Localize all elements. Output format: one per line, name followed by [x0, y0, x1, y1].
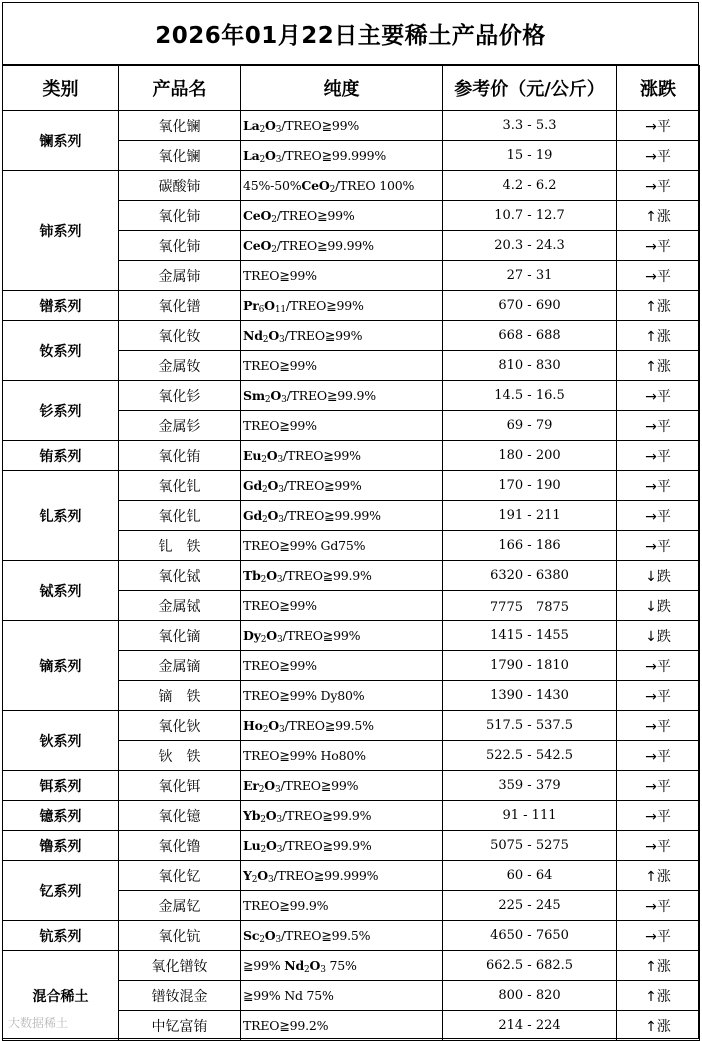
category-cell: 钆系列 — [3, 471, 119, 561]
purity-text: /TREO≧99.9% — [286, 388, 376, 403]
price-cell: 10.7 - 12.7 — [443, 201, 617, 231]
price-cell: 69 - 79 — [443, 411, 617, 441]
trend-cell: →平 — [617, 531, 700, 561]
trend-cell: →平 — [617, 171, 700, 201]
product-cell: 氧化镧 — [119, 111, 241, 141]
purity-subscript: 3 — [275, 155, 282, 165]
trend-cell: →平 — [617, 441, 700, 471]
purity-cell — [241, 981, 443, 1011]
purity-text: /TREO≧99% — [280, 778, 359, 793]
purity-text: 75% — [325, 958, 357, 973]
product-cell: 氧化铈 — [119, 231, 241, 261]
purity-subscript: 2 — [259, 155, 266, 165]
table-row — [3, 831, 700, 861]
purity-text: O — [267, 508, 279, 523]
purity-cell — [241, 831, 443, 861]
product-cell: 金属铽 — [119, 591, 241, 621]
price-cell: 1415 - 1455 — [443, 621, 617, 651]
price-table — [2, 65, 700, 1041]
purity-cell — [241, 381, 443, 411]
product-cell: 氧化铕 — [119, 441, 241, 471]
purity-subscript: 3 — [275, 935, 282, 945]
table-row — [3, 951, 700, 981]
price-cell: 15 - 19 — [443, 141, 617, 171]
purity-text: TREO≧99% Dy80% — [243, 688, 365, 703]
category-cell: 铒系列 — [3, 771, 119, 801]
purity-subscript: 3 — [276, 635, 283, 645]
header-trend: 涨跌 — [617, 66, 700, 111]
purity-text: Dy — [243, 628, 261, 643]
purity-subscript: 3 — [279, 335, 285, 345]
purity-cell — [241, 291, 443, 321]
purity-text: Lu — [243, 838, 261, 853]
header-price: 参考价（元/公斤） — [443, 66, 617, 111]
price-cell: 800 - 820 — [443, 981, 617, 1011]
table-row — [3, 381, 700, 411]
purity-text: /TREO≧99.99% — [283, 508, 381, 523]
category-cell: 钪系列 — [3, 921, 119, 951]
trend-cell: ↓跌 — [617, 621, 700, 651]
product-cell: 氧化镝 — [119, 621, 241, 651]
purity-text: O — [266, 448, 278, 463]
purity-cell — [241, 681, 443, 711]
purity-cell — [241, 351, 443, 381]
category-cell: 镥系列 — [3, 831, 119, 861]
purity-subscript: 2 — [329, 185, 336, 195]
price-cell: 810 - 830 — [443, 351, 617, 381]
category-cell: 铕系列 — [3, 441, 119, 471]
trend-cell: ↑涨 — [617, 981, 700, 1011]
category-cell: 钕系列 — [3, 321, 119, 381]
purity-text: O — [270, 388, 282, 403]
product-cell: 金属镝 — [119, 651, 241, 681]
price-cell: 91 - 111 — [443, 801, 617, 831]
purity-text: /TREO≧99.9% — [282, 808, 372, 823]
purity-text: O — [268, 328, 280, 343]
purity-text: Tb — [243, 568, 261, 583]
category-cell: 镱系列 — [3, 801, 119, 831]
price-cell: 668 - 688 — [443, 321, 617, 351]
product-cell: 氧化镧 — [119, 141, 241, 171]
purity-cell — [241, 501, 443, 531]
trend-cell: →平 — [617, 381, 700, 411]
trend-cell: →平 — [617, 471, 700, 501]
trend-cell: →平 — [617, 801, 700, 831]
purity-subscript: 2 — [260, 635, 267, 645]
category-cell: 铈系列 — [3, 171, 119, 291]
table-row — [3, 861, 700, 891]
purity-text: Nd — [284, 958, 305, 973]
trend-cell: →平 — [617, 231, 700, 261]
trend-cell: ↑涨 — [617, 321, 700, 351]
product-cell: 金属钕 — [119, 351, 241, 381]
purity-text: La — [243, 148, 260, 163]
purity-text: /TREO≧99.999% — [273, 868, 379, 883]
product-cell: 镝 铁 — [119, 681, 241, 711]
purity-cell — [241, 321, 443, 351]
trend-cell: ↑涨 — [617, 861, 700, 891]
purity-subscript: 2 — [258, 785, 265, 795]
purity-text: Sm — [243, 388, 265, 403]
purity-subscript: 2 — [262, 515, 268, 525]
purity-cell — [241, 891, 443, 921]
price-cell: 14.5 - 16.5 — [443, 381, 617, 411]
purity-text: CeO — [243, 238, 272, 253]
price-cell: 7775 7875 — [443, 591, 617, 621]
product-cell: 氧化铽 — [119, 561, 241, 591]
category-cell: 镝系列 — [3, 621, 119, 711]
purity-text: TREO≧99% — [243, 268, 317, 283]
purity-text: 45%-50% — [243, 178, 302, 193]
purity-subscript: 3 — [274, 785, 281, 795]
trend-cell: →平 — [617, 681, 700, 711]
trend-cell: →平 — [617, 831, 700, 861]
trend-cell: ↑涨 — [617, 291, 700, 321]
purity-text: O — [265, 148, 276, 163]
purity-subscript: 2 — [262, 725, 269, 735]
purity-text: /TREO≧99% — [282, 448, 361, 463]
price-cell: 4650 - 7650 — [443, 921, 617, 951]
purity-cell — [241, 771, 443, 801]
purity-subscript: 3 — [278, 515, 284, 525]
purity-text: O — [264, 778, 275, 793]
purity-subscript: 3 — [276, 815, 283, 825]
product-cell: 氧化镱 — [119, 801, 241, 831]
table-row — [3, 921, 700, 951]
purity-text: /TREO≧99% — [283, 478, 362, 493]
purity-text: /TREO≧99% — [276, 208, 355, 223]
purity-text: TREO≧99% Ho80% — [243, 748, 366, 763]
purity-cell — [241, 441, 443, 471]
price-cell: 191 - 211 — [443, 501, 617, 531]
purity-cell — [241, 651, 443, 681]
product-cell: 碳酸铈 — [119, 171, 241, 201]
purity-subscript: 2 — [304, 965, 310, 975]
purity-subscript: 2 — [271, 245, 277, 255]
price-cell: 522.5 - 542.5 — [443, 741, 617, 771]
purity-text: TREO≧99.9% — [243, 898, 329, 913]
header-row — [3, 66, 700, 111]
purity-subscript: 3 — [320, 965, 326, 975]
header-product: 产品名 — [119, 66, 241, 111]
purity-text: /TREO≧99% — [282, 628, 361, 643]
category-cell: 镨系列 — [3, 291, 119, 321]
purity-text: TREO≧99% — [243, 598, 317, 613]
purity-text: /TREO≧99% — [285, 298, 364, 313]
purity-subscript: 3 — [278, 725, 285, 735]
purity-subscript: 2 — [271, 215, 277, 225]
purity-text: /TREO 100% — [335, 178, 415, 193]
table-row — [3, 711, 700, 741]
purity-text: La — [243, 118, 260, 133]
price-cell: 670 - 690 — [443, 291, 617, 321]
purity-cell — [241, 801, 443, 831]
product-cell: 氧化钆 — [119, 501, 241, 531]
purity-subscript: 3 — [277, 455, 283, 465]
purity-text: TREO≧99% Gd75% — [243, 538, 366, 553]
purity-text: O — [265, 808, 277, 823]
price-cell: 1390 - 1430 — [443, 681, 617, 711]
purity-text: Nd — [243, 328, 263, 343]
purity-text: Eu — [243, 448, 262, 463]
purity-text: CeO — [243, 208, 272, 223]
product-cell: 金属铈 — [119, 261, 241, 291]
purity-subscript: 3 — [275, 125, 282, 135]
purity-cell — [241, 1011, 443, 1041]
purity-text: /TREO≧99.999% — [281, 148, 387, 163]
purity-text: O — [257, 868, 268, 883]
price-cell: 170 - 190 — [443, 471, 617, 501]
category-cell: 混合稀土 — [3, 951, 119, 1041]
purity-subscript: 2 — [260, 845, 267, 855]
purity-cell — [241, 261, 443, 291]
table-row — [3, 441, 700, 471]
table-body — [3, 111, 700, 1041]
product-cell: 氧化钆 — [119, 471, 241, 501]
trend-cell: ↑涨 — [617, 951, 700, 981]
purity-text: Gd — [243, 478, 263, 493]
purity-text: TREO≧99% — [243, 418, 317, 433]
purity-cell — [241, 471, 443, 501]
category-cell: 钬系列 — [3, 711, 119, 771]
purity-text: O — [264, 298, 275, 313]
purity-subscript: 3 — [278, 485, 284, 495]
purity-text: CeO — [301, 178, 330, 193]
purity-subscript: 6 — [258, 305, 265, 315]
table-row — [3, 801, 700, 831]
purity-text: O — [264, 928, 276, 943]
purity-cell — [241, 531, 443, 561]
price-cell: 214 - 224 — [443, 1011, 617, 1041]
purity-cell — [241, 741, 443, 771]
trend-cell: ↑涨 — [617, 201, 700, 231]
purity-cell — [241, 111, 443, 141]
purity-text: O — [267, 478, 279, 493]
purity-text: TREO≧99.2% — [243, 1018, 329, 1033]
purity-cell — [241, 411, 443, 441]
price-cell: 1790 - 1810 — [443, 651, 617, 681]
price-cell: 4.2 - 6.2 — [443, 171, 617, 201]
table-row — [3, 111, 700, 141]
price-cell: 517.5 - 537.5 — [443, 711, 617, 741]
purity-text: TREO≧99% — [243, 658, 317, 673]
trend-cell: →平 — [617, 741, 700, 771]
purity-subscript: 2 — [259, 935, 265, 945]
product-cell: 镨钕混金 — [119, 981, 241, 1011]
purity-subscript: 2 — [264, 395, 271, 405]
product-cell: 氧化铒 — [119, 771, 241, 801]
product-cell: 氧化钐 — [119, 381, 241, 411]
price-cell: 3.3 - 5.3 — [443, 111, 617, 141]
purity-text: ≧99% — [243, 958, 285, 973]
product-cell: 金属钇 — [119, 891, 241, 921]
purity-cell — [241, 951, 443, 981]
price-cell: 359 - 379 — [443, 771, 617, 801]
page-title: 2026年01月22日主要稀土产品价格 — [3, 3, 698, 65]
purity-text: /TREO≧99.5% — [284, 718, 374, 733]
table-row — [3, 171, 700, 201]
purity-text: Gd — [243, 508, 263, 523]
purity-text: O — [266, 568, 277, 583]
table-row — [3, 291, 700, 321]
purity-text: Sc — [243, 928, 260, 943]
product-cell: 金属钐 — [119, 411, 241, 441]
purity-cell — [241, 921, 443, 951]
purity-cell — [241, 141, 443, 171]
purity-cell — [241, 201, 443, 231]
product-cell: 氧化钕 — [119, 321, 241, 351]
purity-text: O — [266, 628, 277, 643]
purity-text: /TREO≧99.9% — [282, 568, 372, 583]
trend-cell: ↑涨 — [617, 351, 700, 381]
purity-subscript: 3 — [276, 575, 283, 585]
product-cell: 氧化镥 — [119, 831, 241, 861]
purity-text: /TREO≧99.9% — [282, 838, 372, 853]
purity-text: O — [265, 118, 276, 133]
category-cell: 铽系列 — [3, 561, 119, 621]
purity-subscript: 2 — [261, 455, 267, 465]
trend-cell: →平 — [617, 651, 700, 681]
purity-cell — [241, 591, 443, 621]
purity-text: /TREO≧99% — [281, 118, 360, 133]
trend-cell: ↓跌 — [617, 591, 700, 621]
purity-text: /TREO≧99% — [284, 328, 363, 343]
purity-subscript: 3 — [281, 395, 287, 405]
product-cell: 钬 铁 — [119, 741, 241, 771]
purity-subscript: 2 — [260, 815, 266, 825]
purity-cell — [241, 711, 443, 741]
purity-subscript: 2 — [262, 335, 269, 345]
purity-subscript: 2 — [251, 875, 258, 885]
purity-text: O — [266, 838, 277, 853]
purity-text: O — [309, 958, 321, 973]
product-cell: 氧化铈 — [119, 201, 241, 231]
price-cell: 27 - 31 — [443, 261, 617, 291]
price-cell: 662.5 - 682.5 — [443, 951, 617, 981]
table-row — [3, 321, 700, 351]
product-cell: 氧化镨钕 — [119, 951, 241, 981]
table-row — [3, 561, 700, 591]
purity-text: Yb — [243, 808, 261, 823]
trend-cell: →平 — [617, 141, 700, 171]
header-category: 类别 — [3, 66, 119, 111]
trend-cell: →平 — [617, 111, 700, 141]
trend-cell: ↓跌 — [617, 561, 700, 591]
product-cell: 氧化钇 — [119, 861, 241, 891]
purity-text: /TREO≧99.5% — [281, 928, 371, 943]
purity-subscript: 11 — [274, 305, 286, 315]
price-cell: 166 - 186 — [443, 531, 617, 561]
purity-text: TREO≧99% — [243, 358, 317, 373]
trend-cell: →平 — [617, 921, 700, 951]
purity-text: Ho — [243, 718, 263, 733]
trend-cell: →平 — [617, 261, 700, 291]
table-row — [3, 621, 700, 651]
purity-text: Er — [243, 778, 259, 793]
price-cell: 5075 - 5275 — [443, 831, 617, 861]
category-cell: 钐系列 — [3, 381, 119, 441]
purity-text: /TREO≧99.99% — [276, 238, 374, 253]
trend-cell: →平 — [617, 711, 700, 741]
price-cell: 6320 - 6380 — [443, 561, 617, 591]
product-cell: 氧化钬 — [119, 711, 241, 741]
purity-subscript: 2 — [262, 485, 268, 495]
category-cell: 镧系列 — [3, 111, 119, 171]
purity-text: ≧99% Nd 75% — [243, 988, 334, 1003]
trend-cell: ↑涨 — [617, 1011, 700, 1041]
purity-subscript: 3 — [276, 845, 283, 855]
product-cell: 中钇富铕 — [119, 1011, 241, 1041]
purity-text: O — [268, 718, 279, 733]
purity-subscript: 2 — [259, 125, 266, 135]
category-cell: 钇系列 — [3, 861, 119, 921]
product-cell: 钆 铁 — [119, 531, 241, 561]
trend-cell: →平 — [617, 771, 700, 801]
table-header — [3, 66, 700, 111]
purity-subscript: 3 — [267, 875, 274, 885]
trend-cell: →平 — [617, 501, 700, 531]
purity-cell — [241, 621, 443, 651]
trend-cell: →平 — [617, 891, 700, 921]
table-row — [3, 771, 700, 801]
purity-cell — [241, 171, 443, 201]
purity-subscript: 2 — [260, 575, 267, 585]
product-cell: 氧化钪 — [119, 921, 241, 951]
purity-cell — [241, 561, 443, 591]
price-cell: 225 - 245 — [443, 891, 617, 921]
price-cell: 180 - 200 — [443, 441, 617, 471]
purity-cell — [241, 231, 443, 261]
header-purity: 纯度 — [241, 66, 443, 111]
price-cell: 20.3 - 24.3 — [443, 231, 617, 261]
trend-cell: →平 — [617, 411, 700, 441]
purity-text: Y — [243, 868, 252, 883]
purity-cell — [241, 861, 443, 891]
price-cell: 60 - 64 — [443, 861, 617, 891]
product-cell: 氧化镨 — [119, 291, 241, 321]
table-row — [3, 471, 700, 501]
watermark: 大数据稀土 — [8, 1016, 69, 1030]
purity-text: Pr — [243, 298, 259, 313]
